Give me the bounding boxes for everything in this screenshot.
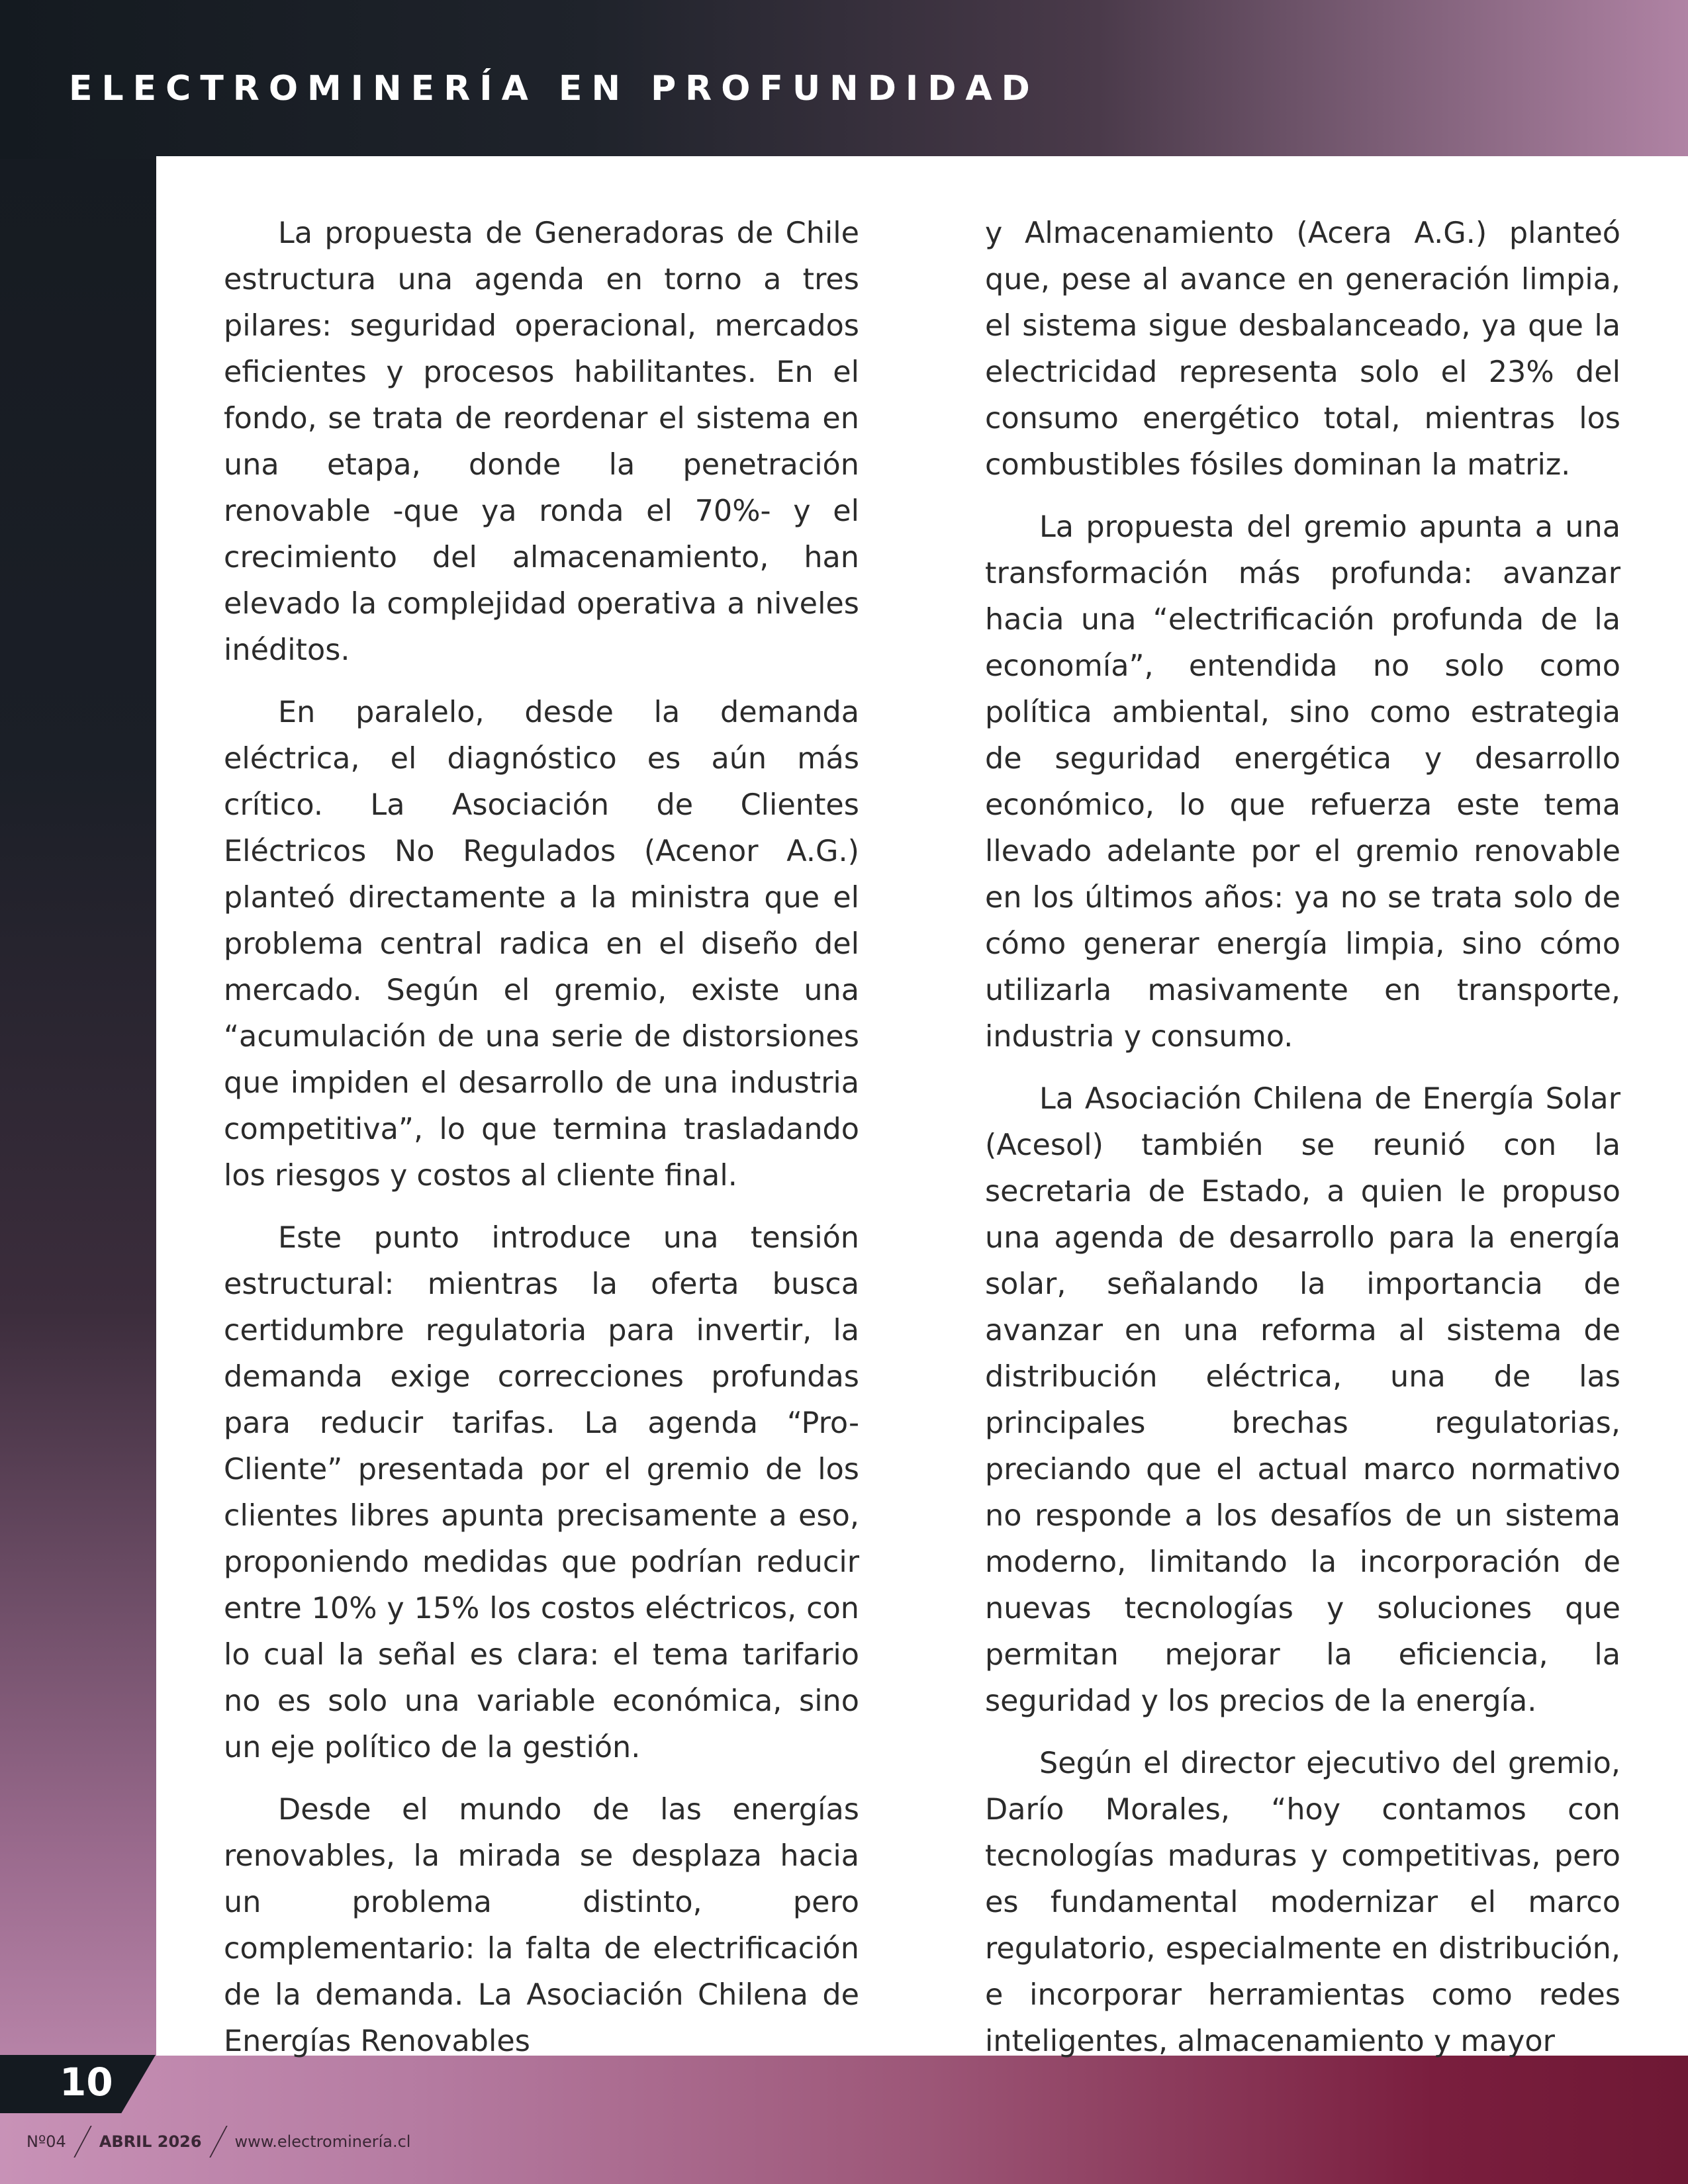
- paragraph: La propuesta del gremio apunta a una transformación más profunda: avanzar hacia una “electrificación profunda de la economía”, entendida no solo como política ambiental, sino como estrategia de seguridad energética y desarrollo económico, lo que refuerza este tema llevado adelante por el gremio renovable en los últimos años: ya no se trata solo de cómo generar energía limpia, sino cómo utilizarla masivamente en transporte, industria y consumo.: [985, 510, 1620, 1054]
- paragraph: Según el director ejecutivo del gremio, Darío Morales, “hoy contamos con tecnologías maduras y competitivas, pero es fundamental modernizar el marco regulatorio, especialmente en distribución, e incorporar herramientas como redes inteligentes, almacenamiento y mayor: [985, 1747, 1620, 2058]
- website-link[interactable]: www.electrominería.cl: [234, 2132, 411, 2151]
- background-left-band: [0, 0, 159, 2184]
- paragraph: La propuesta de Generadoras de Chile estructura una agenda en torno a tres pilares: seguridad operacional, mercados eficientes y procesos habilitantes. En el fondo, se trata de reordenar el sistema en una etapa, donde la penetración renovable -que ya ronda el 70%- y el crecimiento del almacenamiento, han elevado la complejidad operativa a niveles inéditos.: [224, 216, 859, 667]
- footer-divider: [209, 2126, 228, 2158]
- footer-divider: [73, 2126, 92, 2158]
- paragraph: La Asociación Chilena de Energía Solar (Acesol) también se reunió con la secretaria de Estado, a quien le propuso una agenda de desarrollo para la energía solar, señalando la importancia de avanzar en una reforma al sistema de distribución eléctrica, una de las principales brechas regulatorias, preciando que el actual marco normativo no responde a los desafíos de un sistema moderno, limitando la incorporación de nuevas tecnologías y soluciones que permitan mejorar la eficiencia, la seguridad y los precios de la energía.: [985, 1082, 1620, 1718]
- page-number: 10: [60, 2060, 113, 2105]
- paragraph-continued: y Almacenamiento (Acera A.G.) planteó que, pese al avance en generación limpia, el sistema sigue desbalanceado, ya que la electricidad representa solo el 23% del consumo energético total, mientras los combustibles fósiles dominan la matriz.: [985, 216, 1620, 482]
- paragraph: En paralelo, desde la demanda eléctrica, el diagnóstico es aún más crítico. La Asociación de Clientes Eléctricos No Regulados (Acenor A.G.) planteó directamente a la ministra que el problema central radica en el diseño del mercado. Según el gremio, existe una “acumulación de una serie de distorsiones que impiden el desarrollo de una industria competitiva”, lo que termina trasladando los riesgos y costos al cliente final.: [224, 696, 859, 1193]
- article-left-column: [224, 210, 859, 2081]
- issue-number: Nº04: [26, 2132, 66, 2151]
- paragraph: Desde el mundo de las energías renovables, la mirada se desplaza hacia un problema distinto, pero complementario: la falta de electrificación de la demanda. La Asociación Chilena de Energías Renovables: [224, 1793, 859, 2058]
- article-right-column: [985, 210, 1620, 2081]
- section-title: ELECTROMINERÍA EN PROFUNDIDAD: [69, 69, 1039, 109]
- paragraph: Este punto introduce una tensión estructural: mientras la oferta busca certidumbre regulatoria para invertir, la demanda exige correcciones profundas para reducir tarifas. La agenda “Pro-Cliente” presentada por el gremio de los clientes libres apunta precisamente a eso, proponiendo medidas que podrían reducir entre 10% y 15% los costos eléctricos, con lo cual la señal es clara: el tema tarifario no es solo una variable económica, sino un eje político de la gestión.: [224, 1221, 859, 1764]
- footer: [26, 2126, 410, 2158]
- issue-date: ABRIL 2026: [99, 2132, 202, 2151]
